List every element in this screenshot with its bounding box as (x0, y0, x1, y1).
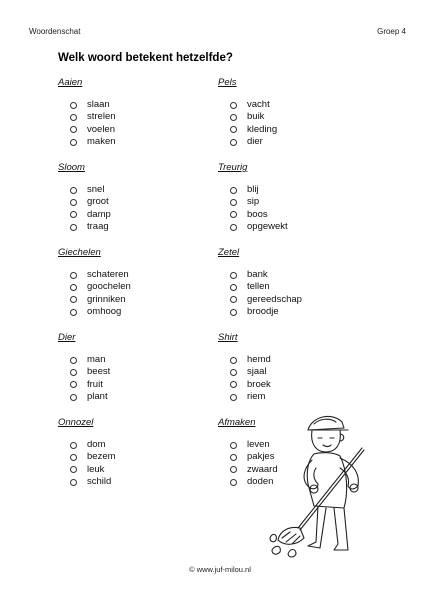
answer-option[interactable] (218, 366, 368, 378)
option-label: omhoog (87, 305, 122, 317)
radio-circle-icon[interactable] (230, 224, 237, 231)
option-label: bank (247, 269, 268, 280)
answer-option[interactable] (58, 221, 208, 233)
option-label: slaan (87, 99, 110, 110)
option-label: broodje (247, 305, 279, 317)
question-word: Aaien (58, 77, 83, 88)
question-group (218, 246, 368, 331)
question-group (218, 331, 368, 416)
radio-circle-icon[interactable] (70, 139, 77, 146)
leaf-icon (272, 546, 280, 554)
radio-circle-icon[interactable] (70, 479, 77, 486)
radio-circle-icon[interactable] (70, 272, 77, 279)
answer-option[interactable] (218, 306, 368, 318)
cap-icon (308, 416, 344, 430)
question-word: Onnozel (58, 417, 94, 428)
question-group (58, 331, 208, 416)
question-word: Giechelen (58, 247, 101, 258)
radio-circle-icon[interactable] (70, 296, 77, 303)
option-label: kleding (247, 123, 278, 135)
answer-option[interactable] (218, 281, 368, 293)
option-label: opgewekt (247, 220, 288, 232)
answer-option[interactable] (58, 379, 208, 391)
answer-option[interactable] (218, 196, 368, 208)
question-word: Afmaken (218, 417, 256, 428)
option-label: boos (247, 208, 268, 220)
option-label: doden (247, 475, 274, 487)
left-column (58, 76, 208, 501)
answer-option[interactable] (58, 209, 208, 221)
option-label: vacht (247, 99, 270, 110)
option-label: fruit (87, 378, 103, 390)
radio-circle-icon[interactable] (230, 102, 237, 109)
option-label: sjaal (247, 366, 267, 378)
answer-option[interactable] (58, 366, 208, 378)
leaf-icon (270, 534, 276, 541)
radio-circle-icon[interactable] (230, 369, 237, 376)
radio-circle-icon[interactable] (230, 442, 237, 449)
radio-circle-icon[interactable] (70, 211, 77, 218)
option-label: buik (247, 111, 265, 123)
radio-circle-icon[interactable] (70, 309, 77, 316)
radio-circle-icon[interactable] (70, 394, 77, 401)
radio-circle-icon[interactable] (70, 224, 77, 231)
question-group (218, 161, 368, 246)
answer-option[interactable] (58, 99, 208, 111)
question-group (218, 76, 368, 161)
answer-option[interactable] (218, 269, 368, 281)
radio-circle-icon[interactable] (230, 139, 237, 146)
question-word: Dier (58, 332, 76, 343)
option-label: goochelen (87, 281, 131, 293)
question-group (58, 246, 208, 331)
answer-option[interactable] (58, 281, 208, 293)
answer-option[interactable] (218, 391, 368, 403)
radio-circle-icon[interactable] (230, 199, 237, 206)
radio-circle-icon[interactable] (70, 199, 77, 206)
question-group (58, 416, 208, 501)
option-label: riem (247, 390, 266, 402)
radio-circle-icon[interactable] (70, 284, 77, 291)
answer-option[interactable] (218, 379, 368, 391)
answer-option[interactable] (58, 136, 208, 148)
answer-option[interactable] (218, 111, 368, 123)
option-label: broek (247, 378, 271, 390)
answer-option[interactable] (58, 124, 208, 136)
boy-sweeping-leaves-illustration (268, 410, 380, 558)
answer-option[interactable] (58, 196, 208, 208)
radio-circle-icon[interactable] (70, 114, 77, 121)
radio-circle-icon[interactable] (70, 369, 77, 376)
radio-circle-icon[interactable] (230, 126, 237, 133)
radio-circle-icon[interactable] (230, 272, 237, 279)
answer-option[interactable] (58, 439, 208, 451)
answer-option[interactable] (58, 391, 208, 403)
answer-option[interactable] (58, 451, 208, 463)
radio-circle-icon[interactable] (230, 466, 237, 473)
head-icon (312, 430, 341, 452)
answer-option[interactable] (58, 464, 208, 476)
option-label: gereedschap (247, 293, 302, 305)
option-label: pakjes (247, 451, 275, 463)
option-label: leuk (87, 463, 105, 475)
radio-circle-icon[interactable] (70, 102, 77, 109)
option-label: blij (247, 184, 259, 195)
option-label: traag (87, 220, 109, 232)
radio-circle-icon[interactable] (230, 454, 237, 461)
answer-option[interactable] (218, 184, 368, 196)
answer-option[interactable] (58, 476, 208, 488)
option-label: sip (247, 196, 260, 208)
option-label: dier (247, 135, 263, 147)
answer-option[interactable] (58, 294, 208, 306)
option-label: man (87, 354, 106, 365)
header-grade: Groep 4 (377, 27, 406, 36)
question-group (58, 76, 208, 161)
option-label: zwaard (247, 463, 278, 475)
option-label: bezem (87, 451, 116, 463)
option-label: leven (247, 439, 270, 450)
answer-option[interactable] (218, 209, 368, 221)
option-label: tellen (247, 281, 270, 293)
option-label: dom (87, 439, 106, 450)
broom-icon (298, 448, 362, 528)
radio-circle-icon[interactable] (70, 454, 77, 461)
header-subject: Woordenschat (29, 27, 81, 36)
radio-circle-icon[interactable] (230, 187, 237, 194)
option-label: groot (87, 196, 109, 208)
footer-website: © www.juf-milou.nl (189, 565, 251, 574)
question-word: Pels (218, 77, 237, 88)
radio-circle-icon[interactable] (230, 479, 237, 486)
answer-option[interactable] (218, 294, 368, 306)
question-word: Treurig (218, 162, 248, 173)
radio-circle-icon[interactable] (70, 442, 77, 449)
answer-option[interactable] (218, 99, 368, 111)
radio-circle-icon[interactable] (230, 309, 237, 316)
option-label: voelen (87, 123, 115, 135)
answer-option[interactable] (218, 136, 368, 148)
answer-option[interactable] (218, 354, 368, 366)
answer-option[interactable] (58, 269, 208, 281)
radio-circle-icon[interactable] (70, 126, 77, 133)
radio-circle-icon[interactable] (70, 357, 77, 364)
option-label: maken (87, 135, 116, 147)
option-label: schateren (87, 269, 129, 280)
option-label: hemd (247, 354, 271, 365)
question-word: Sloom (58, 162, 85, 173)
shirt-icon (307, 453, 346, 508)
answer-option[interactable] (218, 124, 368, 136)
question-group (58, 161, 208, 246)
option-label: strelen (87, 111, 116, 123)
radio-circle-icon[interactable] (230, 381, 237, 388)
radio-circle-icon[interactable] (230, 296, 237, 303)
radio-circle-icon[interactable] (230, 114, 237, 121)
option-label: grinniken (87, 293, 126, 305)
leaf-icon (288, 550, 296, 558)
option-label: damp (87, 208, 111, 220)
answer-option[interactable] (58, 184, 208, 196)
option-label: plant (87, 390, 108, 402)
option-label: beest (87, 366, 111, 378)
radio-circle-icon[interactable] (230, 394, 237, 401)
answer-option[interactable] (58, 306, 208, 318)
option-label: snel (87, 184, 105, 195)
radio-circle-icon[interactable] (230, 211, 237, 218)
radio-circle-icon[interactable] (70, 381, 77, 388)
radio-circle-icon[interactable] (70, 466, 77, 473)
answer-option[interactable] (58, 111, 208, 123)
radio-circle-icon[interactable] (230, 284, 237, 291)
answer-option[interactable] (58, 354, 208, 366)
worksheet-title: Welk woord betekent hetzelfde? (58, 52, 233, 64)
question-word: Zetel (218, 247, 240, 258)
option-label: schild (87, 475, 112, 487)
radio-circle-icon[interactable] (70, 187, 77, 194)
question-word: Shirt (218, 332, 238, 343)
radio-circle-icon[interactable] (230, 357, 237, 364)
answer-option[interactable] (218, 221, 368, 233)
